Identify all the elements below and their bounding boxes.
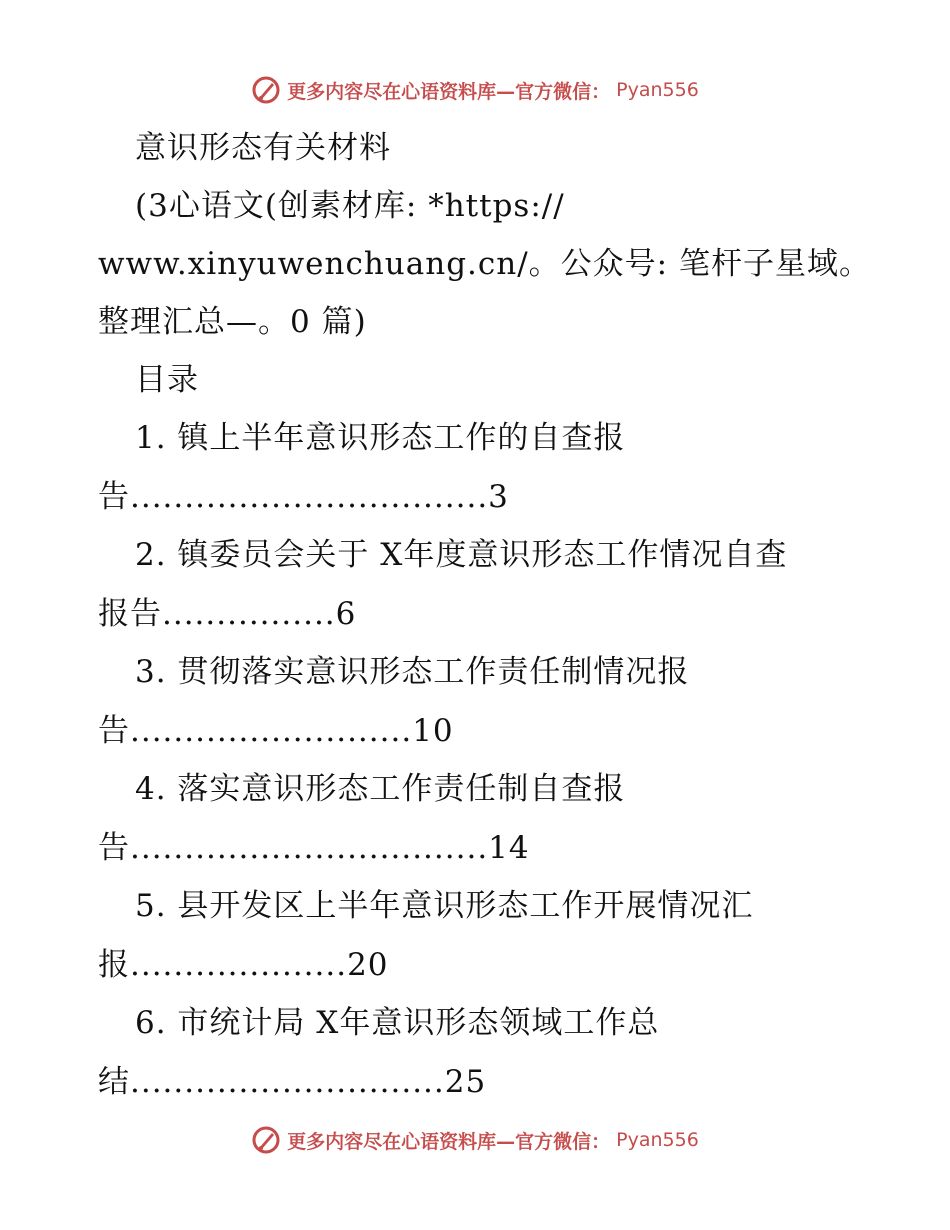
subtitle-line-1: (3心语文(创素材库: *https:// (135, 188, 565, 224)
toc-item-2-title: 2. 镇委员会关于 X年度意识形态工作情况自查 (135, 537, 788, 573)
toc-item-4-title: 4. 落实意识形态工作责任制自查报 (135, 771, 626, 807)
toc-item-4-leader: 告.................................14 (98, 830, 530, 866)
toc-item-2-leader: 报告................6 (98, 596, 357, 632)
toc-item-5-title: 5. 县开发区上半年意识形态工作开展情况汇 (135, 888, 754, 924)
toc-item-5-leader: 报....................20 (98, 947, 389, 983)
toc-item-3-leader: 告..........................10 (98, 713, 454, 749)
subtitle-line-2: www.xinyuwenchuang.cn/。公众号: 笔杆子星域。 (98, 246, 871, 282)
banner-text: 更多内容尽在心语资料库—官方微信： (287, 80, 611, 103)
toc-heading: 目录 (135, 362, 199, 398)
pen-logo-icon (251, 75, 281, 105)
toc-item-6-title: 6. 市统计局 X年意识形态领域工作总 (135, 1005, 660, 1041)
banner-handle: Pyan556 (616, 79, 699, 101)
header-banner (0, 70, 950, 110)
toc-item-1-leader: 告.................................3 (98, 479, 509, 515)
banner-text: 更多内容尽在心语资料库—官方微信： (287, 1130, 611, 1153)
toc-item-6-leader: 结.............................25 (98, 1064, 487, 1100)
document-title: 意识形态有关材料 (135, 130, 391, 166)
pen-logo-icon (251, 1125, 281, 1155)
subtitle-line-3: 整理汇总—。0 篇) (98, 304, 367, 340)
banner-handle: Pyan556 (616, 1129, 699, 1151)
footer-banner (0, 1120, 950, 1160)
toc-item-1-title: 1. 镇上半年意识形态工作的自查报 (135, 420, 626, 456)
toc-item-3-title: 3. 贯彻落实意识形态工作责任制情况报 (135, 654, 690, 690)
